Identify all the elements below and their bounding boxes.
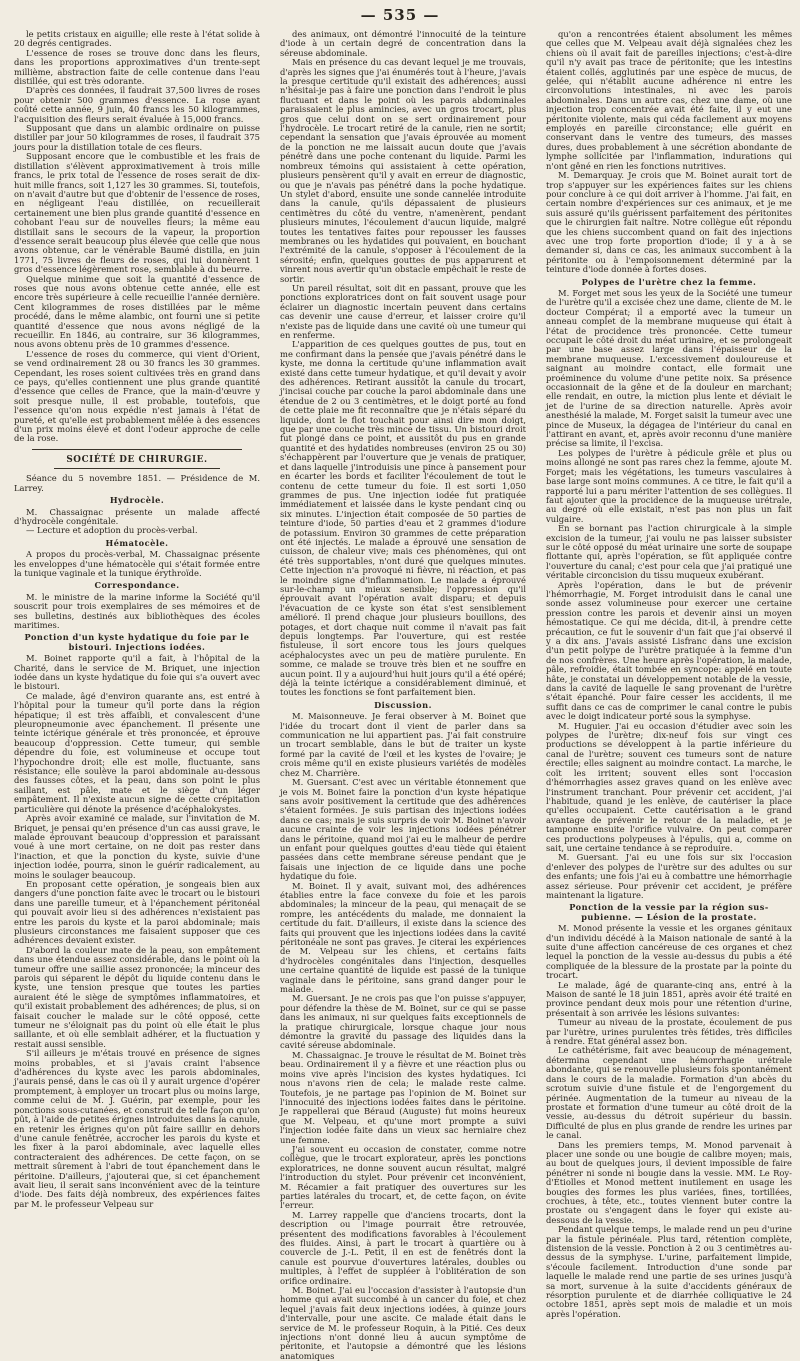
paragraph: M. Guersant. C'est avec un véritable étonnement que je vois M. Boinet faire la ponction d'un kyste hépatique sans avoir positivement la certitude que des adhérences s'étaient formées. Je suis partisan des injections iodées dans ce cas; mais je suis surpris de voir M. Boinet n'avoir aucune crainte de voir les injections iodées pénétrer dans le péritoine, quand moi j'ai eu le malheur de perdre un enfant pour quelques gouttes d'eau tiède qui étaient passées dans cette membrane séreuse pendant que je faisais une injection de ce liquide dans une poche hydatique du foie. — [280, 777, 526, 882]
subheading-polypes: Polypes de l'urètre chez la femme. — [581, 276, 757, 287]
paragraph: qu'on a rencontrées étaient absolument les mêmes que celles que M. Velpeau avait déjà signalées chez les chiens où il avait fait de pareilles injections; c'est-à-dire qu'il n'y avait pas trace de péritonite; que les intestins étaient collés, agglutinés par une espèce de mucus, de gelée, qui n'établit aucune adhérence ni entre les circonvolutions intestinales, ni avec les parois abdominales. Dans un autre cas, chez une dame, où une injection trop concentrée avait été faite, il y eut une péritonite violente, mais qui céda facilement aux moyens employés en pareille circonstance; elle guérit en conservant dans le ventre des tumeurs, des masses dures, dues probablement à une sécrétion abondante de lymphe sollicitée par l'inflammation, indurations qui n'ont gêné en rien les fonctions nutritives. — [546, 29, 792, 171]
paragraph: M. Chassaignac présente un malade affecté d'hydrocèle congénitale. — [14, 506, 260, 526]
paragraph: Dans les premiers temps, M. Monod parvenait à placer une sonde ou une bougie de calibre moyen; mais, au bout de quelques jours, il devient impossible de faire pénétrer ni sonde ni bougie dans la vessie. MM. Le Roy-d'Étiolles et Monod mettent inutilement en usage les bougies des formes les plus variées, fines, tortillées, crochues, à tête, etc., toutes viennent buter contre la prostate ou s'engagent dans le foyer qui existe au-dessous de la vessie. — [546, 1139, 792, 1225]
paragraph: Les polypes de l'urètre à pédicule grêle et plus ou moins allongé ne sont pas rares chez la femme, ajoute M. Forget; mais les végétations, les tumeurs vasculaires à base large sont moins communes. A ce titre, le fait qu'il a rapporté lui a paru mériter l'attention de ses collègues. Il faut ajouter que la procidence de la muqueuse urétrale, au degré où elle existait, n'est pas non plus un fait vulgaire. — [546, 447, 792, 524]
paragraph: M. Boinet. Il y avait, suivant moi, des adhérences établies entre la face convexe du foie et les parois abdominales; la minceur de la peau, qui menaçait de se rompre, les antécédents du malade, me donnaient la certitude du fait. D'ailleurs, il existe dans la science des faits qui prouvent que les injections iodées dans la cavité péritonéale ne sont pas graves. Je citerai les expériences de M. Velpeau sur les chiens, et certains faits d'hydrocèles congénitales dans l'injection, desquelles une certaine quantité de liquide est passé de la tunique vaginale dans le péritoine, sans grand danger pour le malade. — [280, 880, 526, 995]
paragraph: L'essence de roses du commerce, qui vient d'Orient, se vend ordinairement 28 ou 30 francs les 30 grammes. Cependant, les roses soient cultivées très en grand dans ce pays, qu'elles contiennent une plus grande quantité d'essence que celles de France, que la main-d'œuvre y soit presque nulle, il est probable, toutefois, que l'essence qu'on nous expédie n'est jamais à l'état de pureté, et qu'elle est probablement mêlée à des essences d'un prix moins élevé et dont l'odeur approche de celle de la rose. — [14, 348, 260, 444]
paragraph: Tumeur au niveau de la prostate, écoulement de pus par l'urètre, urines purulentes très fétides, très difficiles à rendre. État général assez bon. — [546, 1017, 792, 1047]
column-middle — [280, 29, 526, 1361]
subheading-ponction-vessie: Ponction de la vessie par la région sus-pubienne. — Lésion de la prostate. — [569, 902, 769, 922]
paragraph: En se bornant pas l'action chirurgicale à la simple excision de la tumeur, j'ai voulu ne pas laisser subsister sur le côté opposé du méat urinaire une sorte de soupape flottante qui, après l'opération, se fût appliquée contre l'ouverture du canal; c'est pour cela que j'ai pratiqué une véritable circoncision du tissu muqueux exubérant. — [546, 523, 792, 581]
paragraph: Après l'opération, dans le but de prévenir l'hémorrhagie, M. Forget introduisit dans le canal une sonde assez volumineuse pour exercer une certaine pression contre les parois et devenir ainsi un moyen hémostatique. Ce qui me décida, dit-il, à prendre cette précaution, ce fut le souvenir d'un fait que j'ai observé il y a dix ans. J'avais assisté Lisfranc dans une excision d'un petit polype de l'urètre pratiquée à la femme d'un de nos confrères. Une heure après l'opération, la malade, pâle, refroidie, était tombée en syncope: appelé en toute hâte, je constatai un développement notable de la vessie, dans la cavité de laquelle le sang provenant de l'urètre s'était épanché. Pour faire cesser les accidents, il me suffit dans ce cas de comprimer le canal contre le pubis avec le doigt indicateur porté sous la symphyse. — [546, 579, 792, 722]
paragraph: D'après ces données, il faudrait 37,500 livres de roses pour obtenir 500 grammes d'essence. La rose ayant coûté cette année, 9 juin, 40 francs les 50 kilogrammes, l'acquisition des fleurs serait évaluée à 15,000 francs. — [14, 85, 260, 124]
column-left — [14, 29, 260, 1209]
divider — [32, 449, 242, 450]
paragraph: D'abord la couleur mate de la peau, son empâtement dans une étendue assez considérable, dans le point où la tumeur offre une saillie assez prononcée; la minceur des parois qui séparent le dépôt du liquide contenu dans le kyste, une tension presque que toutes les parties auraient été le siège de symptômes inflammatoires, et qu'il existait probablement des adhérences; de plus, si on faisait coucher le malade sur le côté opposé, cette tumeur ne s'éloignait pas du point où elle était le plus saillante, et où elle semblait adhérer, et la fluctuation y restait aussi sensible. — [14, 944, 260, 1049]
paragraph: Quelque minime que soit la quantité d'essence de roses que nous avons obtenue cette année, elle est encore très supérieure à celle recueillie l'année dernière. Cent kilogrammes de roses distillées par le même procédé, dans le même alambic, ont fourni une si petite quantité d'essence que nous avons négligé de la recueillir. En 1846, au contraire, sur 36 kilogrammes, nous avons obtenu près de 10 grammes d'essence. — [14, 273, 260, 350]
paragraph: M. le ministre de la marine informe la Société qu'il souscrit pour trois exemplaires de ses mémoires et de ses bulletins, destinés aux bibliothèques des écoles maritimes. — [14, 591, 260, 630]
paragraph: M. Maisonneuve. Je ferai observer à M. Boinet que l'idée du trocart dont il vient de parler dans sa communication ne lui appartient pas. J'ai fait construire un trocart semblable, dans le but de traiter un kyste formé par la cavité de l'œil et les kystes de l'ovaire; je crois même qu'il en existe plusieurs variétés de modèles chez M. Charrière. — [280, 711, 526, 778]
paragraph: Pendant quelque temps, le malade rend un peu d'urine par la fistule périnéale. Plus tard, rétention complète, distension de la vessie. Ponction à 2 ou 3 centimètres au-dessus de la symphyse. L'urine, parfaitement limpide, s'écoule facilement. Introduction d'une sonde par laquelle le malade rend une partie de ses urines jusqu'à sa mort, survenue à la suite d'accidents généraux de résorption purulente et de diarrhée colliquative le 24 octobre 1851, après sept mois de maladie et un mois après l'opération. — [546, 1224, 792, 1319]
paragraph: L'apparition de ces quelques gouttes de pus, tout en me confirmant dans la pensée que j'avais pénétré dans le kyste, me donna la certitude qu'une inflammation avait existé dans cette tumeur hydatique, et qu'il devait y avoir des adhérences. Retirant aussitôt la canule du trocart, j'incisai couche par couche la paroi abdominale dans une étendue de 2 ou 3 centimètres, et le doigt porté au fond de cette plaie me fit reconnaître que je n'étais séparé du liquide, dont le flot touchait pour ainsi dire mon doigt, que par une couche très mince de tissu. Un bistouri droit fut plongé dans ce point, et aussitôt du pus en grande quantité et des hydatides nombreuses (environ 25 ou 30) s'échappèrent par l'ouverture que je venais de pratiquer, et dans laquelle j'introduisis une pince à pansement pour en écarter les bords et faciliter l'écoulement de tout le contenu de cette tumeur du foie. Il est sorti 1,050 grammes de pus. Une injection iodée fut pratiquée immédiatement et laissée dans le kyste pendant cinq ou six minutes. L'injection était composée de 50 parties de teinture d'iode, 50 parties d'eau et 2 grammes d'iodure de potassium. Environ 30 grammes de cette préparation ont été injectés. Le malade a éprouvé une sensation de cuisson, de chaleur vive; mais ces phénomènes, qui ont été très supportables, n'ont duré que quelques minutes. Cette injection n'a provoqué ni fièvre, ni réaction, et pas le moindre signe d'inflammation. Le malade a éprouvé sur-le-champ un mieux sensible; l'oppression qu'il éprouvait avant l'opération avait disparu; et depuis l'évacuation de ce kyste son état s'est sensiblement amélioré. Il prend chaque jour plusieurs bouillons, des potages, et dort chaque nuit comme il n'avait pas fait depuis longtemps. Par l'ouverture, qui est restée fistuleuse, il sort encore tous les jours quelques acéphalocystes avec un peu de matière purulente. En somme, ce malade se trouve très bien et ne souffre en aucun point. Il y a aujourd'hui huit jours qu'il a été opéré; déjà la teinte ictérique a considérablement diminué, et toutes les fonctions se font parfaitement bien. — [280, 339, 526, 698]
paragraph: J'ai souvent eu occasion de constater, comme notre collègue, que le trocart explorateur, après les ponctions exploratrices, ne donne souvent aucun résultat, malgré l'introduction du stylet. Pour prévenir cet inconvénient, M. Récamier a fait pratiquer des ouvertures sur les parties latérales du trocart, et, de cette façon, on évite l'erreur. — [280, 1143, 526, 1211]
subheading-ponction-kyste: Ponction d'un kyste hydatique du foie par le bistouri. Injections iodées. — [24, 632, 250, 652]
paragraph: Supposant que dans un alambic ordinaire on puisse distiller par jour 50 kilogrammes de roses, il faudrait 375 jours pour la distillation totale de ces fleurs. — [14, 123, 260, 152]
paragraph: M. Chassaignac. Je trouve le résultat de M. Boinet très beau. Ordinairement il y a fièvre et une réaction plus ou moins vive après l'incision des kystes hydatiques. Ici nous n'avons rien de cela; le malade reste calme. Toutefois, je ne partage pas l'opinion de M. Boinet sur l'innocuité des injections iodées faites dans le péritoine. Je rappellerai que Béraud (Auguste) fut moins heureux que M. Velpeau, et qu'une mort prompte a suivi l'injection iodée faite dans un vieux sac herniaire chez une femme. — [280, 1049, 526, 1145]
paragraph: des animaux, ont démontré l'innocuité de la teinture d'iode à un certain degré de concentration dans la séreuse abdominale. — [280, 29, 526, 58]
paragraph: M. Demarquay. Je crois que M. Boinet aurait tort de trop s'appuyer sur les expériences faites sur les chiens pour conclure à ce qui doit arriver à l'homme. J'ai fait, en certain nombre d'expériences sur ces animaux, et je me suis assuré qu'ils guérissent parfaitement des péritonites que le chirurgien fait naître. Notre collègue eût répondu que les chiens succombent quand on fait des injections avec une trop forte proportion d'iode; il y a à se demander si, dans ce cas, les animaux succombent à la péritonite ou à l'empoisonnement déterminé par la teinture d'iode donnée à fortes doses. — [546, 170, 792, 275]
paragraph: Un pareil résultat, soit dit en passant, prouve que les ponctions exploratrices dont on fait souvent usage pour éclairer un diagnostic incertain peuvent dans certains cas devenir une cause d'erreur, et laisser croire qu'il n'existe pas de liquide dans une cavité où une tumeur qui en renferme. — [280, 282, 526, 340]
subheading-correspondance: Correspondance. — [94, 580, 180, 591]
paragraph: En proposant cette opération, je songeais bien aux dangers d'une ponction faite avec le trocart ou le bistouri dans une pareille tumeur, et à l'épanchement péritonéal qui pouvait avoir lieu si des adhérences n'existaient pas entre les parois du kyste et la paroi abdominale; mais plusieurs circonstances me faisaient supposer que ces adhérences devaient exister. — [14, 878, 260, 946]
paragraph: M. Monod présente la vessie et les organes génitaux d'un individu décédé à la Maison nationale de santé à la suite d'une affection cancéreuse de ces organes et chez lequel la ponction de la vessie au-dessus du pubis a été compliquée de la blessure de la prostate par la pointe du trocart. — [546, 923, 792, 981]
subheading-hydrocele: Hydrocèle. — [109, 495, 165, 506]
page-number: — 535 — — [360, 6, 440, 24]
subheading-discussion: Discussion. — [374, 699, 432, 710]
paragraph: M. Larrey rappelle que d'anciens trocarts, dont la description ou l'image pourrait être retrouvée, présentent des modifications favorables à l'écoulement des fluides. Ainsi, à part le trocart à quartière ou à couvercle de J.-L. Petit, il en est de fenêtrés dont la canule est pourvue d'ouvertures latérales, doubles ou multiples, à l'effet de suppléer à l'oblitération de son orifice ordinaire. — [280, 1209, 526, 1286]
paragraph: M. Huguier. J'ai eu occasion d'étudier avec soin les polypes de l'urètre; dix-neuf fois sur vingt ces productions se développent à la partie inférieure du canal de l'urètre; souvent ces tumeurs sont de nature érectile; elles saignent au moindre contact. La marche, le coït les irritent; souvent elles sont l'occasion d'hémorrhagies assez graves quand on les enlève avec l'instrument tranchant. Pour prévenir cet accident, j'ai l'habitude, quand je les enlève, de cautériser la place qu'elles occupaient. Cette cautérisation a le grand avantage de prévenir le retour de la maladie, et je tamponne ensuite l'orifice vulvaire. On peut comparer ces productions polypeuses à l'épulis, qui a, comme on sait, une certaine tendance à se reproduire. — [546, 720, 792, 853]
paragraph: M. Forget met sous les yeux de la Société une tumeur de l'urètre qu'il a excisée chez une dame, cliente de M. le docteur Compérat; il a emporté avec la tumeur un anneau complet de la membrane muqueuse qui était à l'état de procidence très prononcée. Cette tumeur occupait le côté droit du méat urinaire, et se prolongeait par une base assez large dans l'épaisseur de la membrane muqueuse. L'excessivement douloureuse et saignant au moindre contact, elle formait une proéminence du volume d'une petite noix. Sa présence occasionnait de la gêne et de la douleur en marchant; elle rendait, en outre, la miction plus lente et déviait le jet de l'urine de sa direction naturelle. Après avoir anesthésié la malade, M. Forget saisit la tumeur avec une pince de Museux, la dégagea de l'intérieur du canal en l'attirant en avant, et, après avoir reconnu d'une manière précise sa limite, il l'excisa. — [546, 287, 792, 449]
section-heading-society: SOCIÉTÉ DE CHIRURGIE. — [66, 454, 208, 465]
paragraph: le petits cristaux en aiguille; elle reste à l'état solide à 20 degrés centigrades. — [14, 29, 260, 49]
paragraph: L'essence de roses se trouve donc dans les fleurs, dans les proportions approximatives d'un trente-sept millième, abstraction faite de celle contenue dans l'eau distillée, qui est très odorante. — [14, 47, 260, 87]
paragraph: M. Guersant. J'ai eu une fois sur six l'occasion d'enlever des polypes de l'urètre sur des adultes ou sur des enfants; une fois j'ai eu à combattre une hémorrhagie assez sérieuse. Pour prévenir cet accident, je préfère maintenant la ligature. — [546, 852, 792, 900]
paragraph: — Lecture et adoption du procès-verbal. — [26, 525, 198, 536]
paragraph: A propos du procès-verbal, M. Chassaignac présente les enveloppes d'une hématocèle qui s'était formée entre la tunique vaginale et la tunique érythroïde. — [14, 549, 260, 578]
paragraph: M. Guersant. Je ne crois pas que l'on puisse s'appuyer, pour défendre la thèse de M. Boinet, sur ce qui se passe dans les animaux, ni sur quelques faits exceptionnels de la pratique chirurgicale, lorsque chaque jour nous démontre la gravité du passage des liquides dans la cavité séreuse abdominale. — [280, 993, 526, 1051]
subheading-hematocele: Hématocèle. — [105, 537, 169, 548]
session-line: Séance du 5 novembre 1851. — Présidence de M. Larrey. — [14, 473, 260, 493]
paragraph: Supposant encore que le combustible et les frais de distillation s'élèvent approximativement à trois mille francs, le prix total de l'essence de roses serait de dix-huit mille francs, soit 1,127 les 30 grammes. Si, toutefois, on n'avait d'autre but que d'obtenir de l'essence de roses, en négligeant l'eau distillée, on recueillerait certainement une bien plus grande quantité d'essence en cohobant l'eau sur de nouvelles fleurs; la même eau distillait sans le secours de la vapeur, la proportion d'essence serait beaucoup plus élevée que celle que nous avons obtenue, car le vénérable Baumé distilla, en juin 1771, 75 livres de fleurs de roses, qui lui donnèrent 1 gros d'essence légèrement rose, semblable à du beurre. — [14, 151, 260, 275]
paragraph: M. Boinet rapporte qu'il a fait, à l'hôpital de la Charité, dans le service de M. Briquet, une injection iodée dans un kyste hydatique du foie qui s'a ouvert avec le bistouri. — [14, 653, 260, 692]
column-right — [546, 29, 792, 1319]
paragraph: Ce malade, âgé d'environ quarante ans, est entré à l'hôpital pour la tumeur qu'il porte dans la région hépatique; il est très affaibli, et convalescent d'une pleuropneumonie avec épanchement. Il présente une teinte ictérique générale et très prononcée, et éprouve beaucoup d'oppression. Cette tumeur, qui semble dépendre du foie, est volumineuse et occupe tout l'hypochondre droit; elle est molle, fluctuante, sans résistance; elle soulève la paroi abdominale au-dessous des fausses côtes, et la peau, dans son point le plus saillant, est pâle, mate et le siège d'un léger empâtement. Il n'existe aucun signe de cette crépitation particulière qui dénote la présence d'acéphalokystes. — [14, 690, 260, 814]
paragraph: Mais en présence du cas devant lequel je me trouvais, d'après les signes que j'ai énumérés tout à l'heure, j'avais la presque certitude qu'il existait des adhérences; aussi n'hésitai-je pas à faire une ponction dans l'endroit le plus fluctuant et dans le point où les parois abdominales paraissaient le plus amincies, avec un gros trocart, plus gros que celui dont on se sert ordinairement pour l'hydrocèle. Le trocart retiré de la canule, rien ne sortit; cependant la sensation que j'avais éprouvée au moment de la ponction ne me laissait aucun doute que j'avais pénétré dans une poche contenant du liquide. Parmi les nombreux témoins qui assistaient à cette opération, plusieurs pensèrent qu'il y avait en erreur de diagnostic, ou que je n'avais pas pénétré dans la poche hydatique. Un stylet d'abord, ensuite une sonde cannelée introduite dans la canule, qu'ils dépassaient de plusieurs centimètres du côté du ventre, n'amenèrent, pendant plusieurs minutes, l'écoulement d'aucun liquide, malgré toutes les tentatives faites pour repousser les fausses membranes ou les hydatides qui pouvaient, en bouchant l'extrémité de la canule, s'opposer à l'écoulement de la sérosité; enfin, quelques gouttes de pus apparurent et vinrent nous avertir qu'un obstacle empêchait le reste de sortir. — [280, 57, 526, 284]
paragraph: M. Boinet. J'ai eu l'occasion d'assister à l'autopsie d'un homme qui avait succombé à un cancer du foie, et chez lequel j'avais fait deux injections iodées, à quinze jours d'intervalle, pour une ascite. Ce malade était dans le service de M. le professeur Roquin, à la Pitié. Ces deux injections n'ont donné lieu à aucun symptôme de péritonite, et l'autopsie a démontré que les lésions anatomiques — [280, 1285, 526, 1361]
paragraph: S'il ailleurs je m'étais trouvé en présence de signes moins probables, et si j'avais craint l'absence d'adhérences du kyste avec les parois abdominales, j'aurais pensé, dans le cas où il y aurait urgence d'opérer promptement, à employer un trocart plus ou moins large, comme celui de M. J. Guérin, par exemple, pour les ponctions sous-cutanées, et construit de telle façon qu'on pût, à l'aide de petites érignes introduites dans la canule, en retenir les érignes qu'on pût faire saillir en dehors d'une canule fenêtrée, accrocher les parois du kyste et les fixer à la paroi abdominale, avec laquelle elles contracteraient des adhérences. De cette façon, on se mettrait sûrement à l'abri de tout épanchement dans le péritoine. D'ailleurs, j'ajouterai que, si cet épanchement avait lieu, il serait sans inconvénient avec de la teinture d'iode. Des faits déjà nombreux, des expériences faites par M. le professeur Velpeau sur — [14, 1048, 260, 1209]
divider — [54, 468, 220, 469]
paragraph: Après avoir examiné ce malade, sur l'invitation de M. Briquet, je pensai qu'en présence d'un cas aussi grave, le malade éprouvant beaucoup d'oppression et paraissant voué à une mort certaine, on ne doit pas rester dans l'inaction, et que la ponction du kyste, suivie d'une injection iodée, pourra, sinon le guérir radicalement, au moins le soulager beaucoup. — [14, 813, 260, 880]
paragraph: Le malade, âgé de quarante-cinq ans, entré à la Maison de santé le 18 juin 1851, après avoir été traité en province pendant deux mois pour une rétention d'urine, présentait à son arrivée les lésions suivantes: — [546, 979, 792, 1018]
paragraph: Le cathétérisme, fait avec beaucoup de ménagement, détermina cependant une hémorrhagie urétrale abondante, qui se renouvelle plusieurs fois spontanément dans le cours de la maladie. Formation d'un abcès du scrotum suivie d'une fistule et de l'engorgement du périnée. Augmentation de la tumeur au niveau de la prostate et formation d'une tumeur au côté droit de la vessie, au-dessus du détroit supérieur du bassin. Difficulté de plus en plus grande de rendre les urines par le canal. — [546, 1045, 792, 1141]
